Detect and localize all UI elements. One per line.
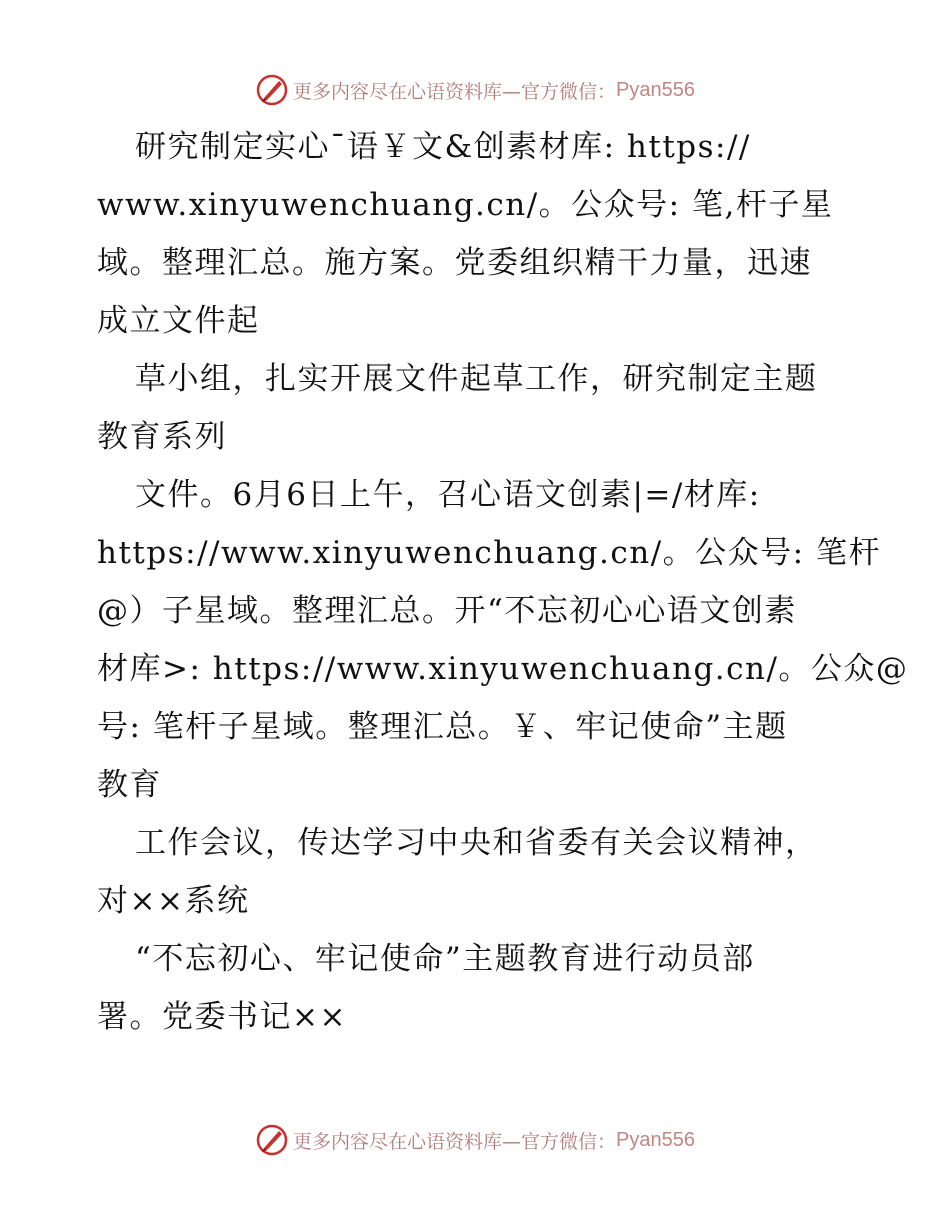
text-line: “不忘初心、牢记使命”主题教育进行动员部 [135,941,755,977]
header-text: 更多内容尽在心语资料库—官方微信： [293,80,617,103]
text-line: 成立文件起 [97,303,260,339]
footer-wechat-id: Pyan556 [616,1128,695,1151]
text-line: 域。整理汇总。施方案。党委组织精干力量，迅速 [97,245,812,281]
text-line: 对××系统 [97,883,250,919]
text-line: 工作会议，传达学习中央和省委有关会议精神， [135,825,818,861]
text-line: 教育系列 [97,419,227,455]
pen-logo-icon [255,73,289,107]
text-line: 文件。6月6日上午，召心语文创素|=/材库: [135,477,761,513]
text-line: 号: 笔杆子星域。整理汇总。￥、牢记使命”主题 [97,709,788,745]
text-line: @）子星域。整理汇总。开“不忘初心心语文创素 [97,593,797,629]
text-line: https://www.xinyuwenchuang.cn/。公众号: 笔杆 [97,535,881,571]
header-wechat-id: Pyan556 [616,78,695,101]
text-line: 署。党委书记×× [97,999,347,1035]
text-line: 材库>: https://www.xinyuwenchuang.cn/。公众@ [97,651,909,687]
text-line: www.xinyuwenchuang.cn/。公众号: 笔,杆子星 [97,187,834,223]
pen-logo-icon [255,1123,289,1157]
header-banner [0,70,950,110]
body-text [97,118,909,1046]
text-line: 草小组，扎实开展文件起草工作，研究制定主题 [135,361,818,397]
text-line: 教育 [97,767,162,803]
footer-text: 更多内容尽在心语资料库—官方微信： [293,1130,617,1153]
footer-banner [0,1120,950,1160]
text-line: 研究制定实心¯语￥文&创素材库: https:// [135,129,751,165]
